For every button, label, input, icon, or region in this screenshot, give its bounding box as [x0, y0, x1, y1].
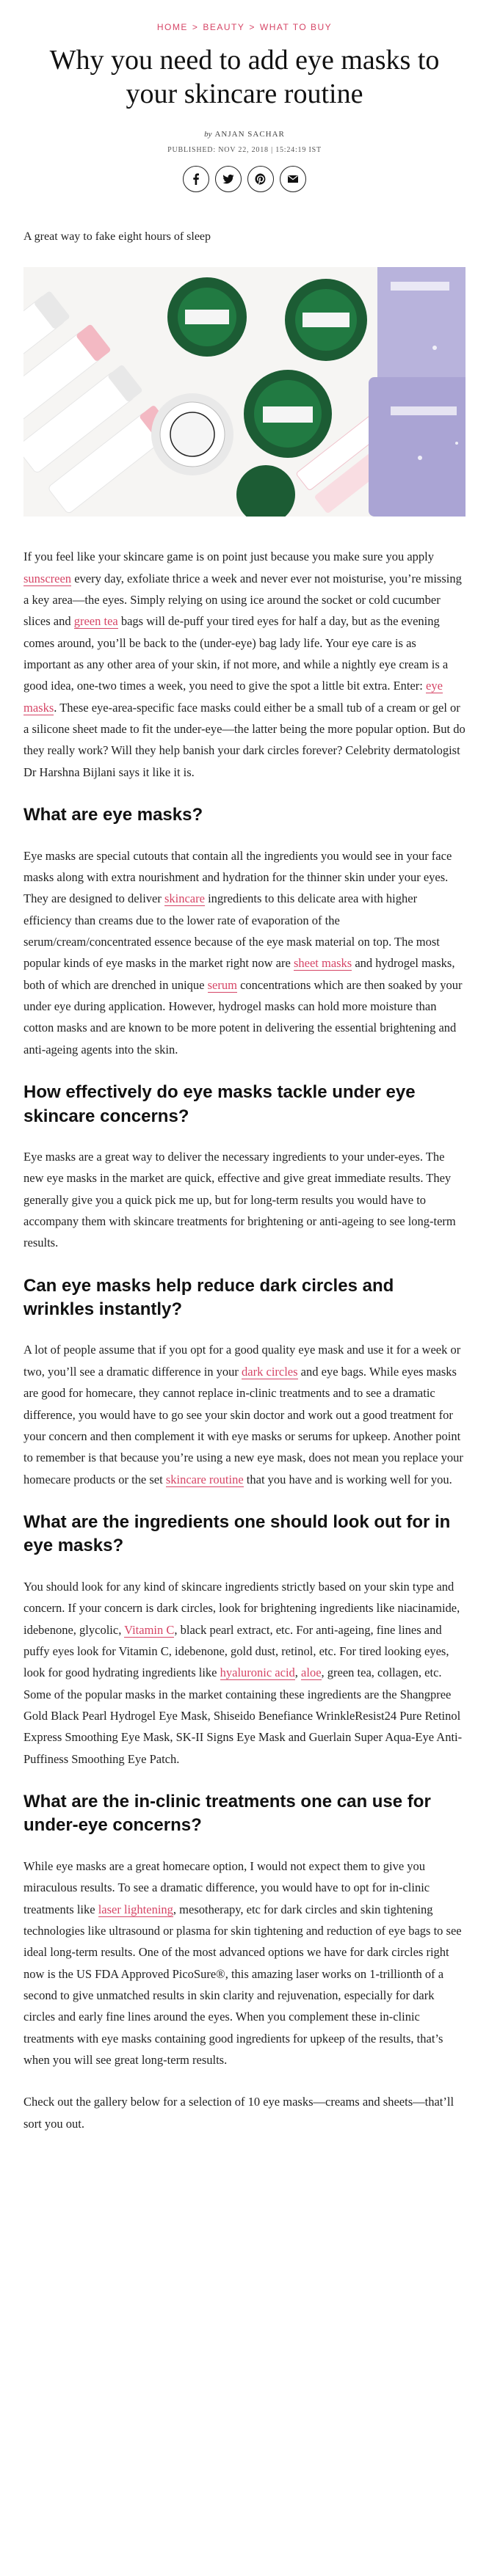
breadcrumb	[23, 22, 466, 32]
link-skincare[interactable]: skincare	[164, 891, 205, 906]
how-paragraph: Eye masks are a great way to deliver the necessary ingredients to your under-eyes. The new eye masks in the market are quick, effective and give great immediate results. They generally give you a quick pick me up, but for long-term results you would have to accompany them with skincare treatments for brightening or anti-ageing to see long-term results.	[23, 1149, 456, 1250]
breadcrumb-separator: >	[192, 22, 199, 32]
heading-what-are-eye-masks: What are eye masks?	[23, 805, 203, 825]
share-facebook-button[interactable]	[183, 166, 209, 192]
published-date: PUBLISHED: NOV 22, 2018 | 15:24:19 IST	[167, 146, 322, 155]
facebook-icon	[190, 173, 202, 185]
heading-ingredients: What are the ingredients one should look out for in eye masks?	[23, 1512, 451, 1556]
link-aloe[interactable]: aloe	[301, 1665, 322, 1680]
link-dark-circles[interactable]: dark circles	[242, 1364, 298, 1379]
eye-mask-products-photo	[23, 267, 466, 517]
breadcrumb-beauty[interactable]: BEAUTY	[203, 22, 245, 32]
byline	[23, 130, 466, 139]
email-icon	[287, 173, 299, 185]
link-hyaluronic-acid[interactable]: hyaluronic acid	[220, 1665, 295, 1680]
link-skincare-routine[interactable]: skincare routine	[165, 1472, 244, 1486]
article-title: Why you need to add eye masks to your skincare routine	[49, 45, 440, 109]
twitter-icon	[222, 173, 234, 185]
breadcrumb-separator: >	[249, 22, 256, 32]
article-body	[23, 546, 466, 2134]
share-email-button[interactable]	[280, 166, 306, 192]
link-vitamin-c[interactable]: Vitamin C	[124, 1622, 175, 1637]
link-green-tea[interactable]: green tea	[73, 614, 118, 629]
share-pinterest-button[interactable]	[247, 166, 274, 192]
pinterest-icon	[255, 173, 267, 185]
ingredients-paragraph: You should look for any kind of skincare ingredients strictly based on your skin type and concern. If your concern is dark circles, look for brightening ingredients like niacinamide, idebenone, glycolic, Vitamin C, black pearl extract, etc. For anti-ageing, fine lines and puffy eyes look for Vitamin C, idebenone, gold dust, retinol, etc. For tired looking eyes, look for good hydrating ingredients like hyaluronic acid, aloe, green tea, collagen, etc. Some of the popular masks in the market containing these ingredients are the Shangpree Gold Black Pearl Hydrogel Eye Mask, Shiseido Benefiance WrinkleResist24 Pure Retinol Express Smoothing Eye Mask, SK-II Signs Eye Mask and Guerlain Super Aqua-Eye Anti-Puffiness Smoothing Eye Patch.	[23, 1579, 463, 1766]
clinic-paragraph: While eye masks are a great homecare option, I would not expect them to give you miraculous results. To see a dramatic difference, you would have to opt for in-clinic treatments like laser lightening, mesotherapy, etc for dark circles and skin tightening technologies like ultrasound or plasma for skin tightening and reduction of eye bags to see ideal long-term results. One of the most advanced options we have for dark circles right now is the US FDA Approved PicoSure®, this amazing laser works on 1-trillionth of a second to give unmatched results in skin clarity and rejuvenation, especially for dark circles and early fine lines around the eyes. When you complement these in-clinic treatments with eye masks containing good ingredients for upkeep of the results, that’s when you will see great long-term results.	[23, 1858, 462, 2068]
heading-how-effective: How effectively do eye masks tackle under eye skincare concerns?	[23, 1082, 416, 1126]
share-bar	[23, 166, 466, 192]
link-laser-lightening[interactable]: laser lightening	[98, 1902, 173, 1916]
breadcrumb-what-to-buy[interactable]: WHAT TO BUY	[259, 22, 333, 32]
share-twitter-button[interactable]	[215, 166, 242, 192]
standfirst: A great way to fake eight hours of sleep	[23, 230, 211, 244]
link-sunscreen[interactable]: sunscreen	[23, 571, 72, 585]
author-name: ANJAN SACHAR	[214, 130, 285, 139]
byline-prefix: by	[204, 130, 212, 139]
link-eye-masks[interactable]: eye masks	[23, 679, 443, 715]
link-sheet-masks[interactable]: sheet masks	[293, 956, 352, 971]
heading-reduce-dark-circles: Can eye masks help reduce dark circles and wrinkles instantly?	[23, 1275, 394, 1320]
intro-paragraph: If you feel like your skincare game is on point just because you make sure you apply sunscreen every day, exfoliate thrice a week and never ever not moisturise, you’re missing a key area—the eyes. Simply relying on using ice around the socket or cold cucumber slices and green tea bags will de-puff your tired eyes for half a day, but as the evening comes around, you’ll be back to the (under-eye) bag lady life. Your eye care is as important as any other area of your skin, if not more, and while a nightly eye cream is a good idea, one-two times a week, you need to give the spot a little bit extra. Enter: eye masks. These eye-area-specific face masks could either be a small tub of a cream or gel or a silicone sheet made to fit the under-eye—the latter being the more popular option. But do they really work? Will they help banish your dark circles forever? Celebrity dermatologist Dr Harshna Bijlani says it like it is.	[23, 550, 466, 779]
reduce-paragraph: A lot of people assume that if you opt for a good quality eye mask and use it for a week or two, you’ll see a dramatic difference in your dark circles and eye bags. While eyes masks are good for homecare, they cannot replace in-clinic treatments and to see a dramatic difference, you would have to go see your skin doctor and work out a good treatment for your concern and then complement it with eye masks or serums for upkeep. Another point to remember is that because you’re using a new eye mask, does not mean you replace your homecare products or the set skincare routine that you have and is working well for you.	[23, 1343, 463, 1486]
heading-in-clinic-treatments: What are the in-clinic treatments one can use for under-eye concerns?	[23, 1792, 431, 1836]
what-paragraph: Eye masks are special cutouts that contain all the ingredients you would see in your face masks along with extra nourishment and hydration for the thinner skin under your eyes. They are designed to deliver skincare ingredients to this delicate area with higher efficiency than creams due to the lower rate of evaporation of the serum/cream/concentrated essence because of the eye mask material on top. The most popular kinds of eye masks in the market right now are sheet masks and hydrogel masks, both of which are drenched in unique serum concentrations which are then soaked by your under eye during application. However, hydrogel masks can hold more moisture than cotton masks and are known to be more potent in delivering the essential brightening and anti-ageing agents into the skin.	[23, 848, 463, 1057]
link-serum[interactable]: serum	[207, 977, 237, 992]
outro-paragraph: Check out the gallery below for a selection of 10 eye masks—creams and sheets—that’ll sort you out.	[23, 2095, 454, 2131]
hero-image	[23, 267, 466, 517]
breadcrumb-home[interactable]: HOME	[156, 22, 188, 32]
